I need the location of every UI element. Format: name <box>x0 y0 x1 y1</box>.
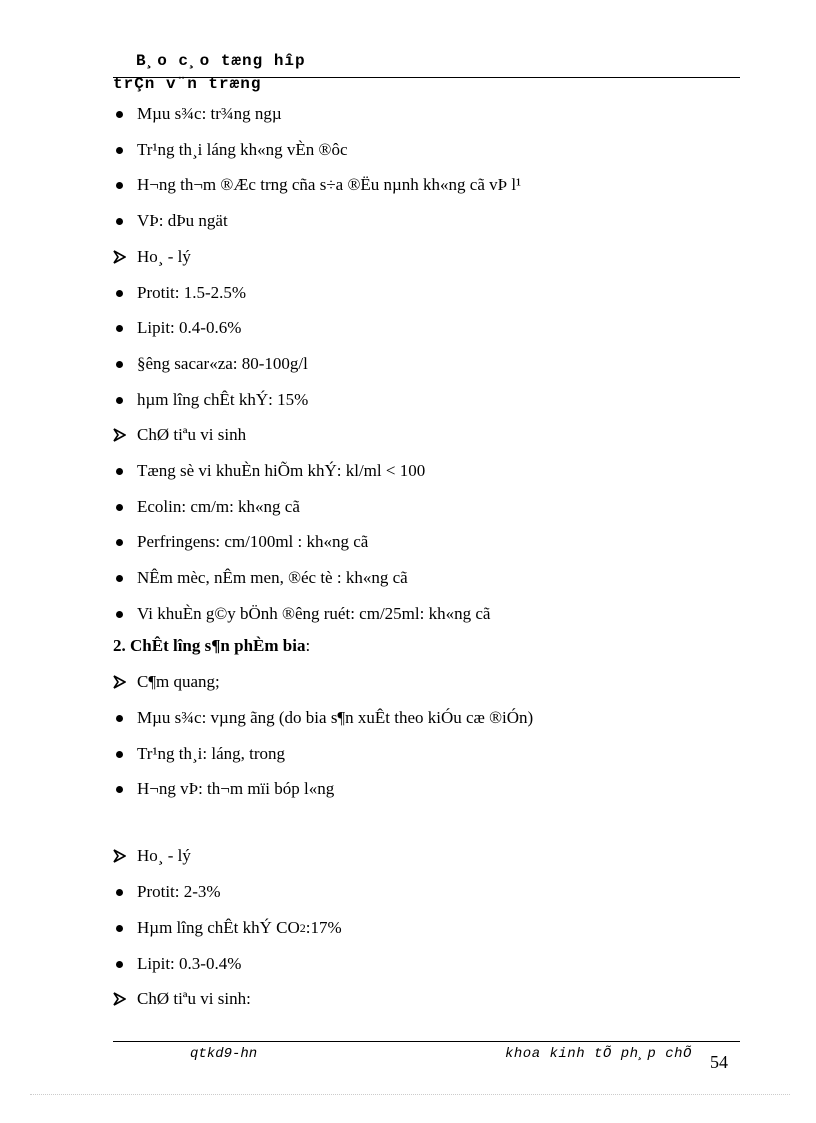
line-text: Mµu s¾c: tr¾ng ngµ <box>137 104 282 123</box>
list-item <box>113 102 282 126</box>
bullet-icon <box>113 290 137 297</box>
bullet-icon <box>113 786 137 793</box>
line-text: H¬ng th¬m ®Æc trng cña s÷a ®Ëu nµnh kh«ng cã vÞ l¹ <box>137 175 522 194</box>
list-item <box>113 316 241 340</box>
list-item <box>113 916 342 940</box>
line-text: Ho¸ - lý <box>137 247 191 266</box>
list-item <box>113 602 490 626</box>
bullet-icon <box>113 961 137 968</box>
list-item <box>113 777 334 801</box>
line-text: Ecolin: cm/m: kh«ng cã <box>137 497 300 516</box>
section-heading <box>113 634 310 658</box>
footer-right-text: khoa kinh tÕ ph¸p chÕ <box>505 1046 692 1062</box>
arrow-bullet-icon <box>113 849 137 863</box>
line-text: C¶m quang; <box>137 672 220 691</box>
list-item <box>113 952 241 976</box>
line-text: Protit: 2-3% <box>137 882 221 901</box>
line-text: hµm lîng chÊt khÝ: 15% <box>137 390 309 409</box>
bullet-icon <box>113 325 137 332</box>
bullet-icon <box>113 147 137 154</box>
line-text: H¬ng vÞ: th¬m mïi bóp l«ng <box>137 779 335 798</box>
line-text: Tæng sè vi khuÈn hiÕm khÝ: kl/ml < 100 <box>137 461 426 480</box>
list-item <box>113 352 308 376</box>
footer-rule <box>113 1041 740 1042</box>
list-item <box>113 706 533 730</box>
bullet-icon <box>113 889 137 896</box>
arrow-bullet-icon <box>113 992 137 1006</box>
header-author: trÇn v¨n træng <box>113 75 262 93</box>
page-bottom-divider <box>30 1094 790 1095</box>
line-text: Ho¸ - lý <box>137 846 191 865</box>
line-text-tail: :17% <box>305 918 342 937</box>
line-text: Protit: 1.5-2.5% <box>137 283 247 302</box>
bullet-icon <box>113 539 137 546</box>
bullet-icon <box>113 575 137 582</box>
line-text: §êng sacar«za: 80-100g/l <box>137 354 308 373</box>
line-text: Tr¹ng th¸i: láng, trong <box>137 744 286 763</box>
arrow-bullet-icon <box>113 428 137 442</box>
bullet-icon <box>113 361 137 368</box>
line-text: ChØ tiªu vi sinh: <box>137 989 251 1008</box>
arrow-bullet-icon <box>113 675 137 689</box>
bullet-icon <box>113 111 137 118</box>
list-item <box>113 670 220 694</box>
line-text: NÊm mèc, nÊm men, ®éc tè : kh«ng cã <box>137 568 408 587</box>
line-text: Lipit: 0.4-0.6% <box>137 318 242 337</box>
list-item <box>113 495 300 519</box>
list-item <box>113 423 246 447</box>
list-item <box>113 880 221 904</box>
page-number: 54 <box>710 1052 728 1072</box>
list-item <box>113 987 251 1011</box>
list-item <box>113 388 308 412</box>
bullet-icon <box>113 611 137 618</box>
line-text: Hµm lîng chÊt khÝ CO <box>137 918 300 937</box>
line-text: VÞ: dÞu ngät <box>137 211 228 230</box>
bullet-icon <box>113 468 137 475</box>
list-item <box>113 844 191 868</box>
arrow-bullet-icon <box>113 250 137 264</box>
line-text: Vi khuÈn g©y bÖnh ®êng ruét: cm/25ml: kh«ng cã <box>137 604 491 623</box>
line-text: ChØ tiªu vi sinh <box>137 425 247 444</box>
line-text: Lipit: 0.3-0.4% <box>137 954 242 973</box>
list-item <box>113 281 246 305</box>
list-item <box>113 459 425 483</box>
header-title: B¸o c¸o tæng hîp <box>136 52 306 70</box>
list-item <box>113 530 368 554</box>
list-item <box>113 742 285 766</box>
bullet-icon <box>113 182 137 189</box>
line-text-suffix: : <box>305 636 311 655</box>
bullet-icon <box>113 397 137 404</box>
list-item <box>113 138 348 162</box>
line-text: Tr¹ng th¸i láng kh«ng vÈn ®ôc <box>137 140 348 159</box>
list-item <box>113 245 191 269</box>
footer-left-text: qtkd9-hn <box>190 1046 258 1062</box>
line-subscript: 2 <box>299 920 306 935</box>
list-item <box>113 209 228 233</box>
bullet-icon <box>113 504 137 511</box>
bullet-icon <box>113 751 137 758</box>
line-text: Perfringens: cm/100ml : kh«ng cã <box>137 532 369 551</box>
bullet-icon <box>113 715 137 722</box>
line-text: 2. ChÊt lîng s¶n phÈm bia <box>113 636 306 655</box>
list-item <box>113 566 408 590</box>
bullet-icon <box>113 218 137 225</box>
list-item <box>113 173 521 197</box>
line-text: Mµu s¾c: vµng ãng (do bia s¶n xuÊt theo kiÓu cæ ®iÓn) <box>137 708 534 727</box>
bullet-icon <box>113 925 137 932</box>
